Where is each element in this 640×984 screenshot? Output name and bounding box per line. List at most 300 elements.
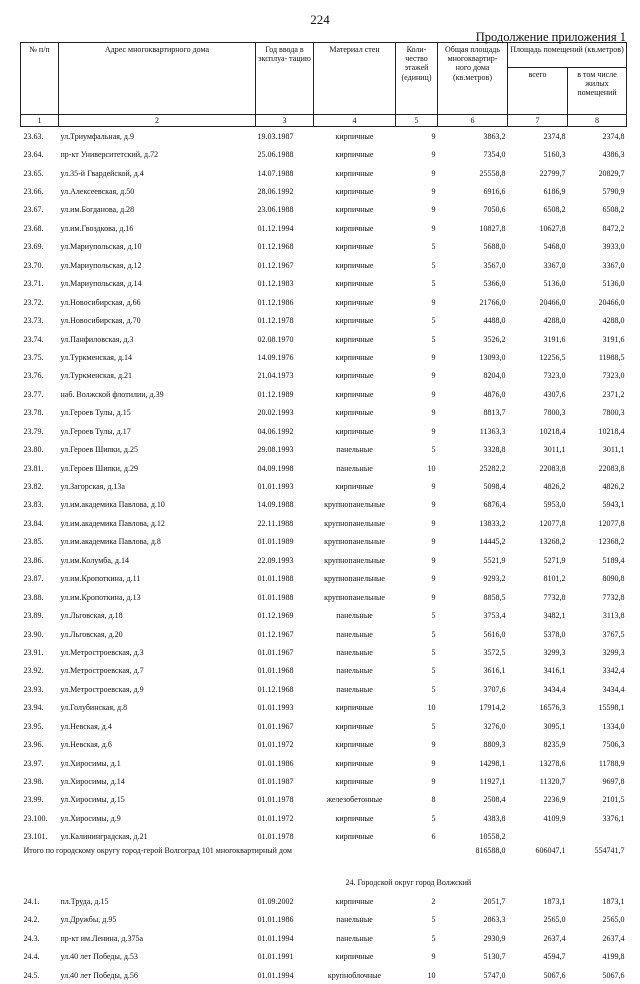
row-number-cell: 23.82. <box>23 482 44 492</box>
year-built-cell: 04.09.1998 <box>257 463 294 473</box>
row-number-cell: 23.85. <box>23 537 44 547</box>
col-number: 4 <box>314 115 396 127</box>
table-row <box>21 791 627 809</box>
floors-cell: 5 <box>431 279 436 289</box>
premises-area-cell: 13268,2 <box>539 537 566 547</box>
floors-cell: 9 <box>431 952 436 962</box>
residential-area-cell: 11988,5 <box>598 352 625 362</box>
table-row <box>21 182 627 200</box>
residential-area-cell: 5943,1 <box>602 500 625 510</box>
year-built-cell: 01.01.1978 <box>257 832 294 842</box>
wall-material-cell: кирпичные <box>335 223 374 233</box>
wall-material-cell: кирпичные <box>335 408 374 418</box>
premises-area-cell: 22799,7 <box>539 168 566 178</box>
col-number: 7 <box>508 115 568 127</box>
address-cell: ул.Загорская, д.13а <box>60 482 125 492</box>
row-number-cell: 23.78. <box>23 408 44 418</box>
wall-material-cell: кирпичные <box>335 832 374 842</box>
table-row <box>21 625 627 643</box>
premises-area-cell: 5160,3 <box>543 150 566 160</box>
year-built-cell: 01.12.1967 <box>257 260 294 270</box>
table-row <box>21 385 627 403</box>
total-area-cell: 25558,8 <box>479 168 506 178</box>
premises-area-cell: 3011,1 <box>543 445 566 455</box>
residential-area-cell: 2637,4 <box>602 933 625 943</box>
floors-cell: 9 <box>431 500 436 510</box>
table-row <box>21 570 627 588</box>
residential-area-cell: 3767,5 <box>602 629 625 639</box>
wall-material-cell: кирпичные <box>335 187 374 197</box>
total-area-cell: 3276,0 <box>483 721 506 731</box>
floors-cell: 9 <box>431 592 436 602</box>
residential-area-cell: 4288,0 <box>602 316 625 326</box>
total-area-cell: 11363,3 <box>479 426 506 436</box>
wall-material-cell: кирпичные <box>335 777 374 787</box>
year-built-cell: 01.12.1968 <box>257 242 294 252</box>
floors-cell: 5 <box>431 666 436 676</box>
wall-material-cell: кирпичные <box>335 334 374 344</box>
premises-area-cell: 22083,8 <box>539 463 566 473</box>
table-row <box>21 348 627 366</box>
row-number-cell: 24.5. <box>23 970 40 980</box>
row-number-cell: 23.99. <box>23 795 44 805</box>
row-number-cell: 24.1. <box>23 896 40 906</box>
wall-material-cell: железобетонные <box>326 795 383 805</box>
total-area-cell: 13093,0 <box>479 352 506 362</box>
header-address: Адрес многоквартирного дома <box>59 43 256 115</box>
residential-area-cell: 3299,3 <box>602 647 625 657</box>
floors-cell: 9 <box>431 740 436 750</box>
address-cell: ул.Героев Шипки, д.25 <box>60 445 139 455</box>
table-row <box>21 311 627 329</box>
row-number-cell: 23.71. <box>23 279 44 289</box>
col-number: 3 <box>256 115 314 127</box>
wall-material-cell: кирпичные <box>335 205 374 215</box>
total-area-cell: 6916,6 <box>483 187 506 197</box>
residential-area-cell: 5067,6 <box>602 970 625 980</box>
floors-cell: 9 <box>431 758 436 768</box>
row-number-cell: 23.76. <box>23 371 44 381</box>
total-all-cell: 606047,1 <box>535 846 566 856</box>
premises-area-cell: 2374,8 <box>543 131 566 141</box>
table-row <box>21 219 627 237</box>
table-row <box>21 892 627 910</box>
premises-area-cell: 3434,4 <box>543 684 566 694</box>
year-built-cell: 01.01.1988 <box>257 592 294 602</box>
row-number-cell: 24.2. <box>23 915 40 925</box>
total-area-cell: 3863,2 <box>483 131 506 141</box>
residential-area-cell: 7732,8 <box>602 592 625 602</box>
table-row <box>21 164 627 182</box>
row-number-cell: 23.93. <box>23 684 44 694</box>
table-row <box>21 911 627 929</box>
table-row <box>21 735 627 753</box>
total-area-cell: 5521,9 <box>483 555 506 565</box>
year-built-cell: 28.06.1992 <box>257 187 294 197</box>
floors-cell: 5 <box>431 316 436 326</box>
floors-cell: 10 <box>427 970 436 980</box>
address-cell: ул.Невская, д.6 <box>60 740 112 750</box>
floors-cell: 9 <box>431 408 436 418</box>
residential-area-cell: 4199,8 <box>602 952 625 962</box>
floors-cell: 9 <box>431 168 436 178</box>
total-row <box>21 846 627 872</box>
premises-area-cell: 7732,8 <box>543 592 566 602</box>
address-cell: ул.Туркменская, д.14 <box>60 352 133 362</box>
table-row <box>21 662 627 680</box>
table-row <box>21 606 627 624</box>
wall-material-cell: кирпичные <box>335 316 374 326</box>
residential-area-cell: 22083,8 <box>598 463 625 473</box>
floors-cell: 5 <box>431 647 436 657</box>
address-cell: ул.Мариупольская, д.14 <box>60 279 142 289</box>
year-built-cell: 01.12.1978 <box>257 316 294 326</box>
year-built-cell: 01.01.1991 <box>257 952 294 962</box>
residential-area-cell: 11788,9 <box>598 758 625 768</box>
residential-area-cell: 6508,2 <box>602 205 625 215</box>
address-cell: ул.Метростроевская, д.9 <box>60 684 144 694</box>
total-area-cell: 8858,5 <box>483 592 506 602</box>
year-built-cell: 01.01.1978 <box>257 795 294 805</box>
wall-material-cell: кирпичные <box>335 389 374 399</box>
col-number: 6 <box>438 115 508 127</box>
total-area-cell: 3567,0 <box>483 260 506 270</box>
wall-material-cell: кирпичные <box>335 260 374 270</box>
wall-material-cell: крупнопанельные <box>324 500 385 510</box>
row-number-cell: 23.70. <box>23 260 44 270</box>
total-area-cell: 10558,2 <box>479 832 506 842</box>
total-area-cell: 5616,0 <box>483 629 506 639</box>
residential-area-cell: 2101,5 <box>602 795 625 805</box>
header-row <box>21 43 627 68</box>
year-built-cell: 01.12.1967 <box>257 629 294 639</box>
table-row <box>21 422 627 440</box>
total-area-cell: 2508,4 <box>483 795 506 805</box>
year-built-cell: 14.09.1988 <box>257 500 294 510</box>
floors-cell: 9 <box>431 426 436 436</box>
premises-area-cell: 4594,7 <box>543 952 566 962</box>
address-cell: ул.Голубинская, д.8 <box>60 703 128 713</box>
floors-cell: 9 <box>431 187 436 197</box>
wall-material-cell: кирпичные <box>335 168 374 178</box>
residential-area-cell: 12368,2 <box>598 537 625 547</box>
wall-material-cell: крупнопанельные <box>324 518 385 528</box>
row-number-cell: 23.100. <box>23 813 48 823</box>
wall-material-cell: кирпичные <box>335 297 374 307</box>
table-row <box>21 496 627 514</box>
col-number: 5 <box>396 115 438 127</box>
year-built-cell: 01.01.1967 <box>257 647 294 657</box>
floors-cell: 9 <box>431 518 436 528</box>
total-area-cell: 10827,8 <box>479 223 506 233</box>
year-built-cell: 01.01.1994 <box>257 933 294 943</box>
floors-cell: 5 <box>431 813 436 823</box>
address-cell: ул.Мариупольская, д.10 <box>60 242 142 252</box>
wall-material-cell: кирпичные <box>335 482 374 492</box>
floors-cell: 5 <box>431 260 436 270</box>
section-title: 24. Городской округ город Волжский <box>345 877 472 887</box>
table-row <box>21 293 627 311</box>
wall-material-cell: кирпичные <box>335 352 374 362</box>
residential-area-cell: 4386,3 <box>602 150 625 160</box>
address-cell: ул.Метростроевская, д.3 <box>60 647 144 657</box>
address-cell: ул.40 лет Победы, д.56 <box>60 970 138 980</box>
premises-area-cell: 2236,9 <box>543 795 566 805</box>
table-row <box>21 717 627 735</box>
wall-material-cell: кирпичные <box>335 426 374 436</box>
floors-cell: 9 <box>431 537 436 547</box>
total-area-cell: 8204,0 <box>483 371 506 381</box>
table-row <box>21 966 627 984</box>
wall-material-cell: панельные <box>336 611 373 621</box>
total-area-cell: 2930,9 <box>483 933 506 943</box>
row-number-cell: 23.75. <box>23 352 44 362</box>
premises-area-cell: 3191,6 <box>543 334 566 344</box>
row-number-cell: 24.3. <box>23 933 40 943</box>
premises-area-cell: 3416,1 <box>543 666 566 676</box>
row-number-cell: 23.68. <box>23 223 44 233</box>
year-built-cell: 01.01.1968 <box>257 666 294 676</box>
premises-area-cell: 7323,0 <box>543 371 566 381</box>
residential-area-cell: 3367,0 <box>602 260 625 270</box>
year-built-cell: 01.12.1994 <box>257 223 294 233</box>
floors-cell: 9 <box>431 574 436 584</box>
row-number-cell: 23.72. <box>23 297 44 307</box>
premises-area-cell: 10218,4 <box>539 426 566 436</box>
residential-area-cell: 12077,8 <box>598 518 625 528</box>
address-cell: ул.Хиросимы, д.9 <box>60 813 121 823</box>
table-row <box>21 477 627 495</box>
wall-material-cell: крупнопанельные <box>324 574 385 584</box>
total-area-cell: 17914,2 <box>479 703 506 713</box>
address-cell: ул.Льговская, д.18 <box>60 611 123 621</box>
floors-cell: 5 <box>431 445 436 455</box>
premises-area-cell: 5468,0 <box>543 242 566 252</box>
row-number-cell: 23.87. <box>23 574 44 584</box>
year-built-cell: 01.01.1993 <box>257 703 294 713</box>
total-area-cell: 6876,4 <box>483 500 506 510</box>
floors-cell: 10 <box>427 463 436 473</box>
header-total-area: Общая площадь многоквартир- ного дома (кв.метров) <box>438 43 508 115</box>
premises-area-cell: 5953,0 <box>543 500 566 510</box>
total-area-cell: 14445,2 <box>479 537 506 547</box>
residential-area-cell: 7800,3 <box>602 408 625 418</box>
residential-area-cell: 3434,4 <box>602 684 625 694</box>
total-area-cell: 4876,0 <box>483 389 506 399</box>
section-row <box>21 872 627 892</box>
total-area-cell: 3707,6 <box>483 684 506 694</box>
floors-cell: 9 <box>431 131 436 141</box>
year-built-cell: 01.12.1986 <box>257 297 294 307</box>
address-cell: ул.Мариупольская, д.12 <box>60 260 142 270</box>
year-built-cell: 23.06.1988 <box>257 205 294 215</box>
residential-area-cell: 10218,4 <box>598 426 625 436</box>
total-area-cell: 7354,0 <box>483 150 506 160</box>
year-built-cell: 02.08.1970 <box>257 334 294 344</box>
premises-area-cell: 2637,4 <box>543 933 566 943</box>
residential-area-cell: 3011,1 <box>602 445 625 455</box>
table-row <box>21 680 627 698</box>
address-cell: ул.им.Богданова, д.28 <box>60 205 135 215</box>
wall-material-cell: кирпичные <box>335 242 374 252</box>
wall-material-cell: кирпичные <box>335 150 374 160</box>
residential-area-cell <box>568 828 627 846</box>
wall-material-cell: панельные <box>336 684 373 694</box>
year-built-cell: 04.06.1992 <box>257 426 294 436</box>
premises-area-cell: 2565,0 <box>543 915 566 925</box>
row-number-cell: 23.88. <box>23 592 44 602</box>
premises-area-cell: 5378,0 <box>543 629 566 639</box>
table-row <box>21 404 627 422</box>
total-total-cell: 816588,0 <box>475 846 506 856</box>
wall-material-cell: кирпичные <box>335 740 374 750</box>
wall-material-cell: крупнопанельные <box>324 555 385 565</box>
year-built-cell: 01.01.1986 <box>257 915 294 925</box>
address-cell: ул.Хиросимы, д.1 <box>60 758 121 768</box>
premises-area-cell: 3299,3 <box>543 647 566 657</box>
table-row <box>21 459 627 477</box>
address-cell: наб. Волжской флотилии, д.39 <box>60 389 164 399</box>
premises-area-cell: 3367,0 <box>543 260 566 270</box>
premises-area-cell: 6508,2 <box>543 205 566 215</box>
row-number-cell: 23.80. <box>23 445 44 455</box>
premises-area-cell: 4109,9 <box>543 813 566 823</box>
floors-cell: 9 <box>431 352 436 362</box>
table-row <box>21 643 627 661</box>
wall-material-cell: кирпичные <box>335 371 374 381</box>
row-number-cell: 23.79. <box>23 426 44 436</box>
row-number-cell: 23.77. <box>23 389 44 399</box>
year-built-cell: 29.08.1993 <box>257 445 294 455</box>
residential-area-cell: 9697,8 <box>602 777 625 787</box>
table-row <box>21 145 627 163</box>
address-cell: пр-кт им.Ленина, д.375а <box>60 933 144 943</box>
premises-area-cell: 16576,3 <box>539 703 566 713</box>
wall-material-cell: панельные <box>336 463 373 473</box>
address-cell: ул.им.Гвоздкова, д.16 <box>60 223 134 233</box>
total-area-cell: 9293,2 <box>483 574 506 584</box>
address-cell: ул.40 лет Победы, д.53 <box>60 952 138 962</box>
wall-material-cell: панельные <box>336 915 373 925</box>
address-cell: ул.Героев Тулы, д.15 <box>60 408 131 418</box>
header-material: Материал стен <box>314 43 396 115</box>
year-built-cell: 22.09.1993 <box>257 555 294 565</box>
table-row <box>21 754 627 772</box>
address-cell: ул.им.Кропоткина, д.11 <box>60 574 141 584</box>
premises-area-cell: 11320,7 <box>539 777 566 787</box>
residential-area-cell: 5790,9 <box>602 187 625 197</box>
row-number-cell: 23.89. <box>23 611 44 621</box>
wall-material-cell: панельные <box>336 647 373 657</box>
table-row <box>21 238 627 256</box>
premises-area-cell: 4288,0 <box>543 316 566 326</box>
wall-material-cell: кирпичные <box>335 896 374 906</box>
address-cell: пр-кт Университетский, д.72 <box>60 150 159 160</box>
premises-area-cell: 8101,2 <box>543 574 566 584</box>
address-cell: ул.Героев Тулы, д.17 <box>60 426 131 436</box>
total-area-cell: 2863,3 <box>483 915 506 925</box>
address-cell: ул.35-й Гвардейской, д.4 <box>60 168 144 178</box>
address-cell: ул.Новосибирская, д.66 <box>60 297 141 307</box>
year-built-cell: 01.12.1989 <box>257 389 294 399</box>
total-area-cell: 11927,1 <box>479 777 506 787</box>
address-cell: ул.Хиросимы, д.14 <box>60 777 125 787</box>
address-cell: ул.Панфиловская, д.3 <box>60 334 134 344</box>
floors-cell: 5 <box>431 684 436 694</box>
table-row <box>21 588 627 606</box>
table-row <box>21 127 627 146</box>
premises-area-cell: 8235,9 <box>543 740 566 750</box>
total-area-cell: 14298,1 <box>479 758 506 768</box>
total-area-cell: 3616,1 <box>483 666 506 676</box>
address-cell: ул.Алексеевская, д.50 <box>60 187 135 197</box>
residential-area-cell: 15598,1 <box>598 703 625 713</box>
total-area-cell: 8813,7 <box>483 408 506 418</box>
address-cell: ул.им.Колумба, д.14 <box>60 555 129 565</box>
year-built-cell: 01.12.1969 <box>257 611 294 621</box>
premises-area-cell: 4826,2 <box>543 482 566 492</box>
premises-area-cell: 5136,0 <box>543 279 566 289</box>
row-number-cell: 23.84. <box>23 518 44 528</box>
premises-area-cell: 3095,1 <box>543 721 566 731</box>
row-number-cell: 23.81. <box>23 463 44 473</box>
empty-cell <box>396 846 438 872</box>
row-number-cell: 23.83. <box>23 500 44 510</box>
total-area-cell: 5688,0 <box>483 242 506 252</box>
table-row <box>21 201 627 219</box>
residential-area-cell: 5136,0 <box>602 279 625 289</box>
premises-area-cell: 4307,6 <box>543 389 566 399</box>
residential-area-cell: 2371,2 <box>602 389 625 399</box>
total-area-cell: 13833,2 <box>479 518 506 528</box>
total-area-cell: 21766,0 <box>479 297 506 307</box>
floors-cell: 5 <box>431 242 436 252</box>
table-row <box>21 256 627 274</box>
table-row <box>21 514 627 532</box>
year-built-cell: 25.06.1988 <box>257 150 294 160</box>
floors-cell: 5 <box>431 611 436 621</box>
row-number-cell: 23.69. <box>23 242 44 252</box>
address-cell: ул.Героев Шипки, д.29 <box>60 463 139 473</box>
table-row <box>21 275 627 293</box>
residential-area-cell: 1873,1 <box>602 896 625 906</box>
header-number: № п/п <box>21 43 59 115</box>
total-area-cell: 3572,5 <box>483 647 506 657</box>
col-number: 2 <box>59 115 256 127</box>
housing-table <box>20 42 627 984</box>
wall-material-cell: кирпичные <box>335 952 374 962</box>
wall-material-cell: кирпичные <box>335 813 374 823</box>
floors-cell: 9 <box>431 205 436 215</box>
address-cell: пл.Труда, д.15 <box>60 896 109 906</box>
floors-cell: 5 <box>431 334 436 344</box>
premises-area-cell <box>508 828 568 846</box>
row-number-cell: 23.91. <box>23 647 44 657</box>
row-number-cell: 23.97. <box>23 758 44 768</box>
residential-area-cell: 5189,4 <box>602 555 625 565</box>
premises-area-cell: 10627,8 <box>539 223 566 233</box>
residential-area-cell: 2374,8 <box>602 131 625 141</box>
row-number-cell: 23.73. <box>23 316 44 326</box>
address-cell: ул.им.Кропоткина, д.13 <box>60 592 141 602</box>
address-cell: ул.Новосибирская, д.70 <box>60 316 141 326</box>
address-cell: ул.Метростроевская, д.7 <box>60 666 144 676</box>
premises-area-cell: 3482,1 <box>543 611 566 621</box>
table-row <box>21 330 627 348</box>
year-built-cell: 20.02.1993 <box>257 408 294 418</box>
floors-cell: 9 <box>431 555 436 565</box>
row-number-cell: 23.94. <box>23 703 44 713</box>
